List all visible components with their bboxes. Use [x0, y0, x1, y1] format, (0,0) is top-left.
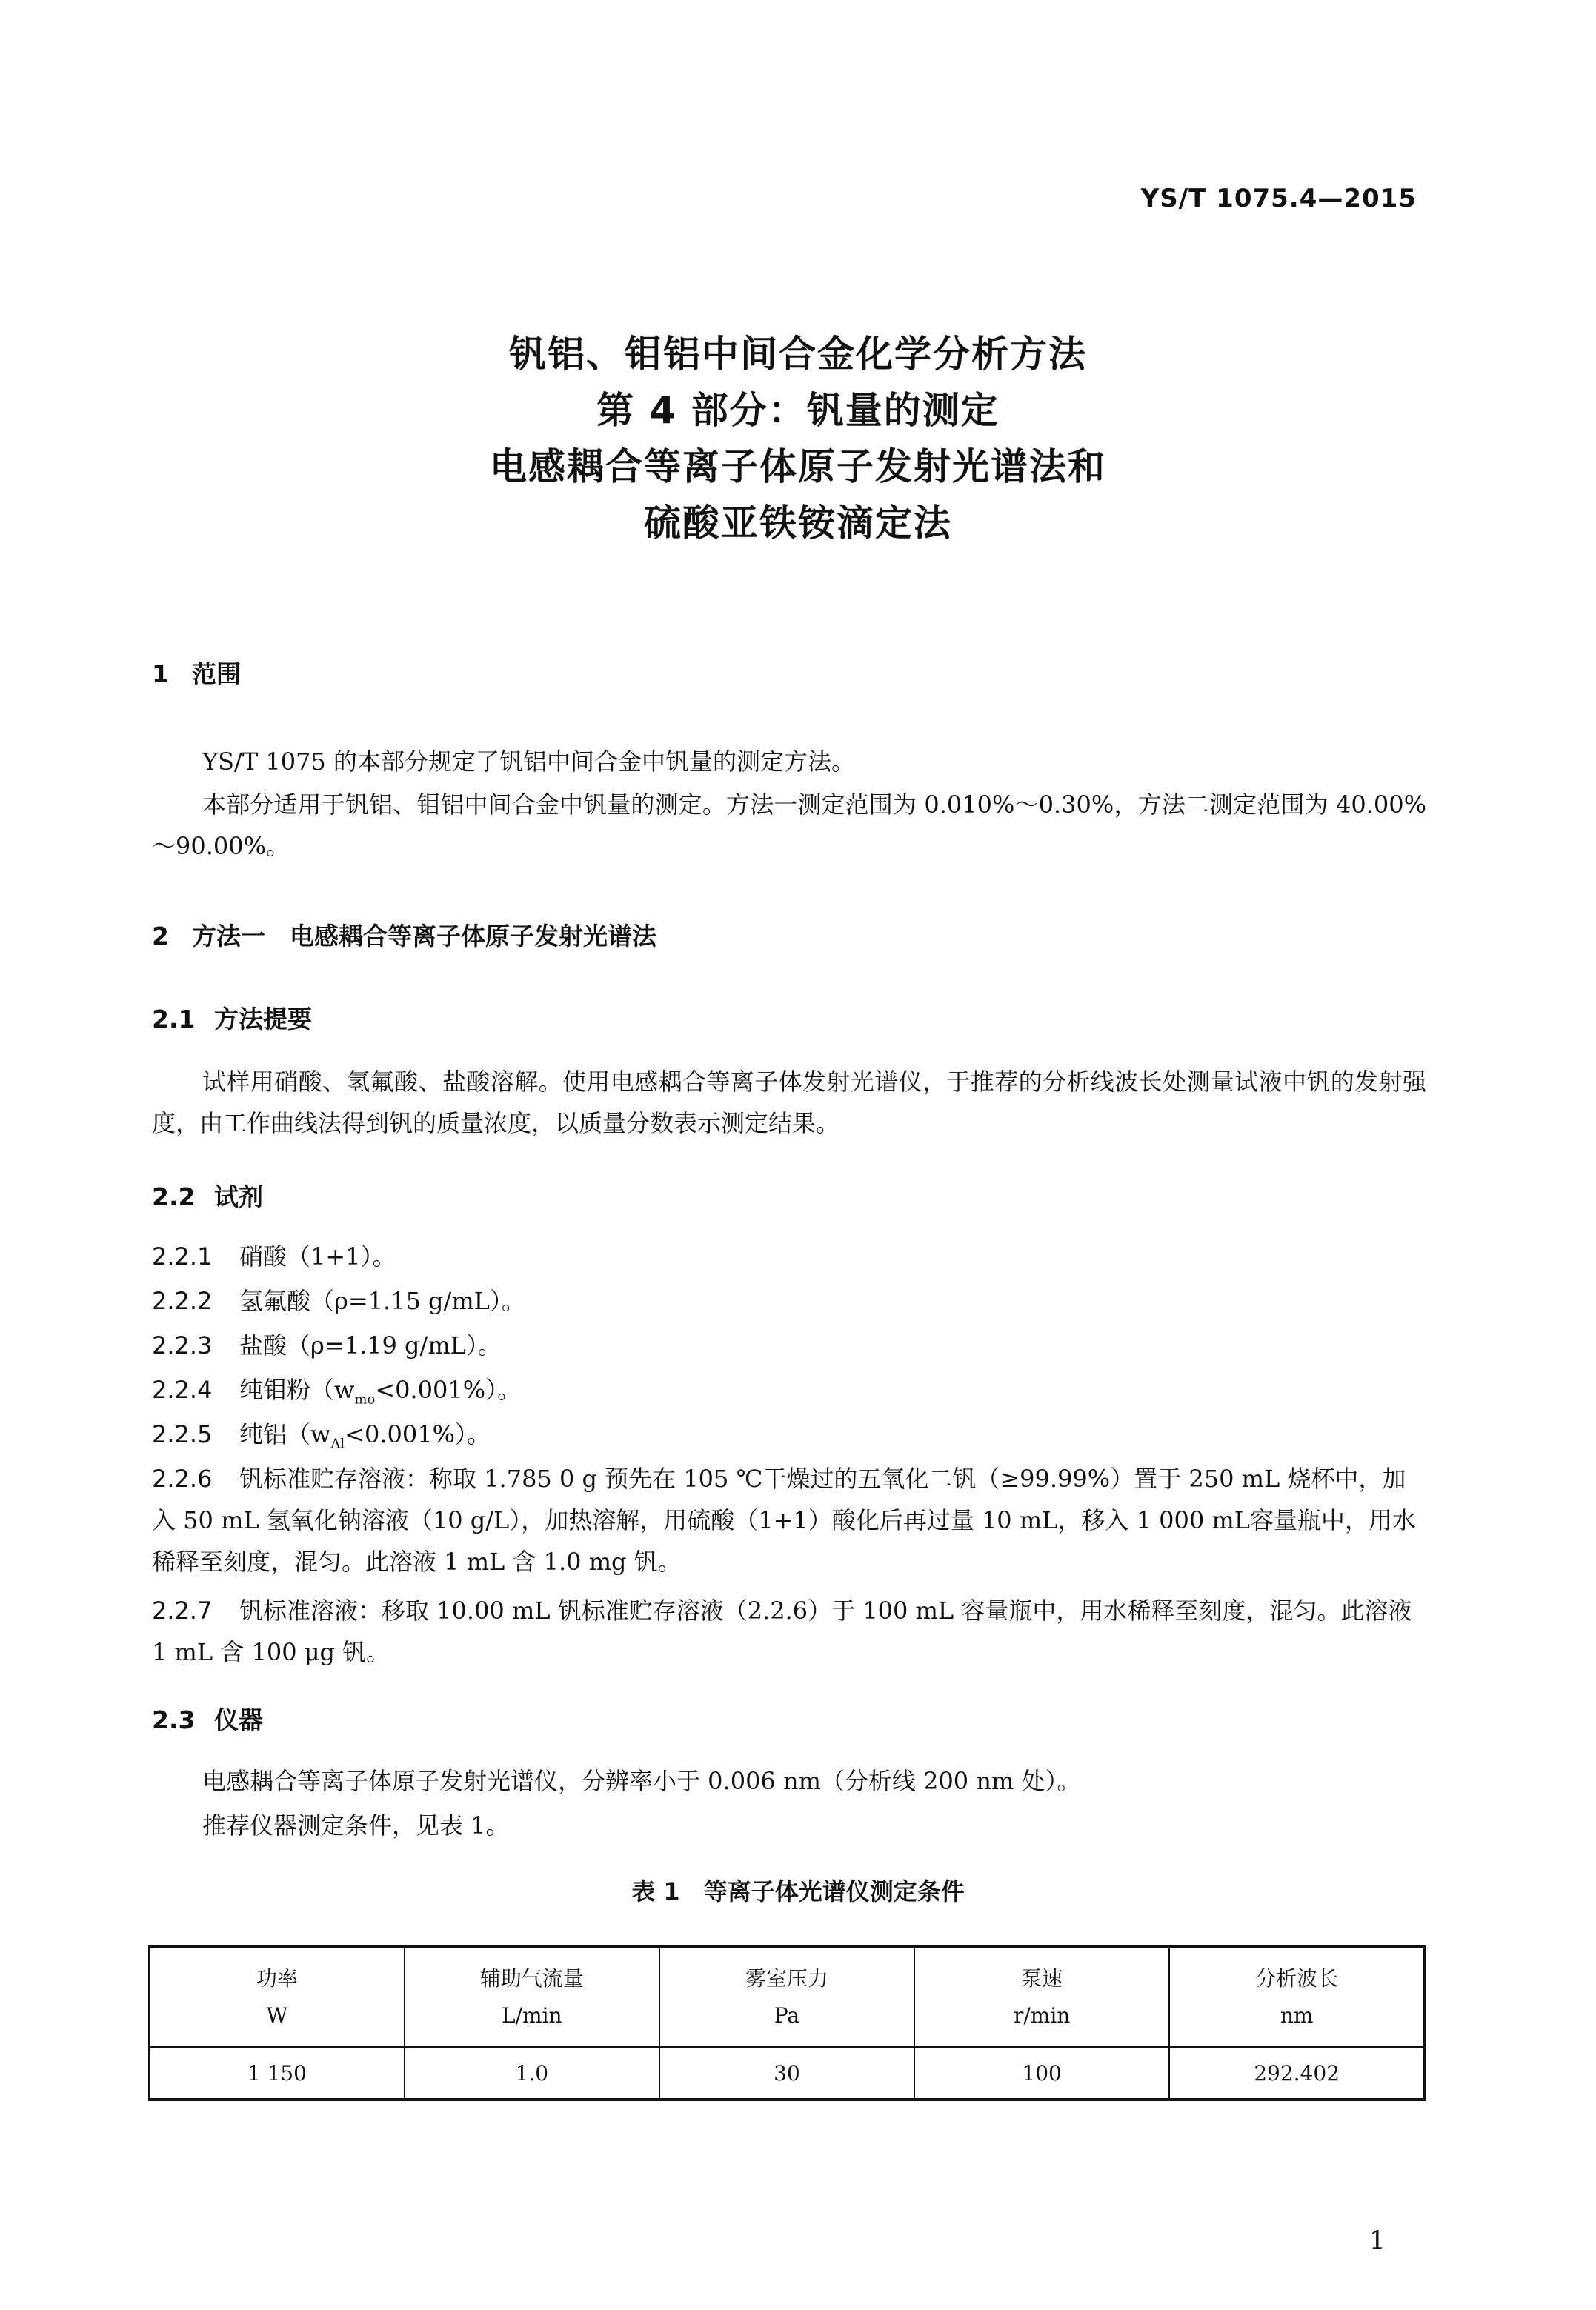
clause-2-2-2	[152, 1280, 1426, 1322]
document-title	[0, 326, 1596, 551]
clause-number: 2.2.5	[152, 1420, 213, 1448]
subsection-title: 方法提要	[214, 1005, 312, 1033]
clause-text: 纯钼粉$(w_{mo}<0.001\%)$。	[239, 1376, 522, 1408]
clause-number: 2.2.6	[152, 1465, 213, 1493]
standard-code: YS/T 1075.4—2015	[1140, 184, 1417, 213]
clause-text: 硝酸（1+1）。	[239, 1242, 396, 1271]
section-1-heading	[152, 658, 241, 690]
clause-text: 纯铝$(w_{Al}<0.001\%)$。	[239, 1420, 491, 1452]
clause-2-2-7	[152, 1590, 1426, 1673]
table-header-cell: 功率 W	[150, 1947, 405, 2047]
table-header-cell: 辅助气流量 L/min	[405, 1947, 659, 2047]
clause-number: 2.2.1	[152, 1242, 213, 1271]
clause-number: 2.2.2	[152, 1287, 213, 1315]
paragraph: 电感耦合等离子体原子发射光谱仪，分辨率小于 0.006 nm（分析线 200 nm 处）。	[202, 1767, 1081, 1795]
clause-2-2-6	[152, 1458, 1426, 1582]
title-line-4: 硫酸亚铁铵滴定法	[644, 502, 952, 545]
clause-text: 氢氟酸（ρ=1.15 g/mL）。	[239, 1287, 525, 1315]
table-cell: 1 150	[150, 2047, 405, 2100]
subsection-title: 仪器	[214, 1705, 263, 1734]
table-cell: 100	[914, 2047, 1169, 2100]
subsection-2-3-heading	[152, 1704, 263, 1737]
section-number: 2	[152, 922, 169, 951]
section-title: 方法一 电感耦合等离子体原子发射光谱法	[192, 922, 656, 951]
clause-2-2-4	[152, 1369, 1426, 1420]
clause-number: 2.2.4	[152, 1376, 213, 1404]
table-header-row	[150, 1947, 1425, 2047]
section-number: 1	[152, 659, 169, 688]
table-caption: 表 1 等离子体光谱仪测定条件	[631, 1877, 965, 1905]
clause-2-2-5	[152, 1414, 1426, 1465]
title-line-3: 电感耦合等离子体原子发射光谱法和	[490, 445, 1106, 488]
subsection-title: 试剂	[214, 1182, 263, 1211]
table-header-cell: 泵速 r/min	[914, 1947, 1169, 2047]
table-cell: 30	[659, 2047, 914, 2100]
subsection-2-1-heading	[152, 1003, 312, 1036]
table-row	[150, 2047, 1425, 2100]
title-line-2: 第 4 部分：钒量的测定	[596, 389, 1000, 432]
section-2-heading	[152, 920, 656, 953]
clause-number: 2.2.7	[152, 1597, 213, 1625]
subsection-number: 2.3	[152, 1705, 196, 1734]
clause-2-2-3	[152, 1325, 1426, 1366]
page-number: 1	[1369, 2226, 1386, 2255]
section-title: 范围	[192, 659, 241, 688]
clause-2-2-1	[152, 1236, 1426, 1277]
clause-text: 钒标准溶液：移取 10.00 mL 钒标准贮存溶液（2.2.6）于 100 mL 容量瓶中，用水稀释至刻度，混匀。此溶液 1 mL 含 100 μg 钒。	[152, 1597, 1412, 1666]
paragraph: 推荐仪器测定条件，见表 1。	[202, 1811, 510, 1840]
subsection-number: 2.1	[152, 1005, 196, 1033]
clause-text: 钒标准贮存溶液：称取 1.785 0 g 预先在 105 ℃干燥过的五氧化二钒（≥99.99%）置于 250 mL 烧杯中，加入 50 mL 氢氧化钠溶液（10 g/L），加热溶解，用硫酸（1+1）酸化后再过量 10 mL，移入 1 000 mL容量瓶中，用水稀释至刻度，混匀。此溶液 1 mL 含 1.0 mg 钒。	[152, 1465, 1416, 1576]
paragraph: 试样用硝酸、氢氟酸、盐酸溶解。使用电感耦合等离子体发射光谱仪，于推荐的分析线波长处测量试液中钒的发射强度，由工作曲线法得到钒的质量浓度，以质量分数表示测定结果。	[152, 1068, 1426, 1137]
paragraph: YS/T 1075 的本部分规定了钒铝中间合金中钒量的测定方法。	[202, 748, 855, 776]
subsection-2-2-heading	[152, 1181, 263, 1214]
clause-number: 2.2.3	[152, 1331, 213, 1359]
table-cell: 292.402	[1169, 2047, 1424, 2100]
table-cell: 1.0	[405, 2047, 659, 2100]
subsection-number: 2.2	[152, 1182, 196, 1211]
paragraph: 本部分适用于钒铝、钼铝中间合金中钒量的测定。方法一测定范围为 0.010%～0.30%，方法二测定范围为 40.00%～90.00%。	[152, 790, 1426, 860]
table-header-cell: 分析波长 nm	[1169, 1947, 1424, 2047]
title-line-1: 钒铝、钼铝中间合金化学分析方法	[509, 333, 1087, 376]
conditions-table	[148, 1945, 1426, 2101]
clause-text: 盐酸（ρ=1.19 g/mL）。	[239, 1331, 502, 1359]
table-header-cell: 雾室压力 Pa	[659, 1947, 914, 2047]
